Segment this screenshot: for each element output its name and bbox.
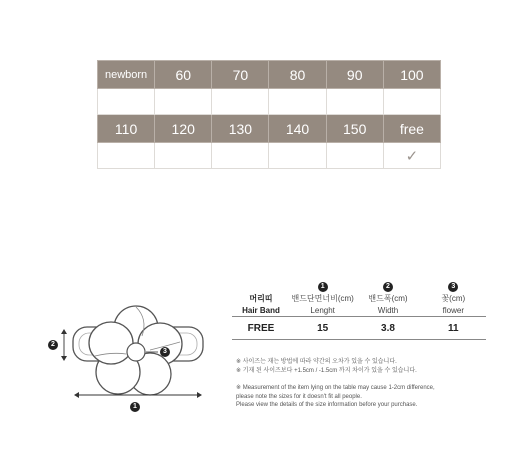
size-cell: newborn bbox=[98, 61, 155, 89]
item-name-english: Hair Band bbox=[232, 304, 290, 317]
mark-cell bbox=[269, 89, 326, 115]
hair-band-drawing bbox=[40, 294, 215, 424]
size-grid bbox=[97, 60, 441, 169]
mark-cell bbox=[155, 143, 212, 169]
size-cell: 140 bbox=[269, 115, 326, 143]
mark-cell bbox=[212, 89, 269, 115]
mark-cell bbox=[326, 89, 383, 115]
row-label: FREE bbox=[232, 317, 290, 340]
item-name-korean: 머리띠 bbox=[249, 294, 273, 303]
size-cell: 130 bbox=[212, 115, 269, 143]
size-cell: 60 bbox=[155, 61, 212, 89]
spec-number-3: 3 bbox=[448, 282, 458, 292]
value-length: 15 bbox=[290, 317, 355, 340]
size-cell: 70 bbox=[212, 61, 269, 89]
note-korean-2: ※ 기재 된 사이즈보다 +1.5cm / -1.5cm 까지 차이가 있을 수 있습니다. bbox=[236, 367, 417, 374]
mark-cell bbox=[212, 143, 269, 169]
value-flower: 11 bbox=[421, 317, 486, 340]
note-english-3: Please view the details of the size information before your purchase. bbox=[236, 402, 418, 408]
size-cell: 110 bbox=[98, 115, 155, 143]
size-cell: 120 bbox=[155, 115, 212, 143]
mark-cell bbox=[269, 143, 326, 169]
size-mark-row-1 bbox=[98, 89, 441, 115]
size-notes bbox=[236, 358, 506, 410]
spec-number-2: 2 bbox=[383, 282, 393, 292]
size-mark-row-2 bbox=[98, 143, 441, 169]
col1-korean: 밴드단면너비(cm) bbox=[291, 294, 354, 303]
size-cell: 80 bbox=[269, 61, 326, 89]
col3-korean: 꽃(cm) bbox=[441, 294, 466, 303]
size-cell: 90 bbox=[326, 61, 383, 89]
marker-flower: 3 bbox=[160, 347, 170, 357]
spec-table bbox=[232, 279, 486, 340]
mark-cell bbox=[155, 89, 212, 115]
marker-height: 2 bbox=[48, 340, 58, 350]
size-cell: 100 bbox=[383, 61, 440, 89]
marker-length: 1 bbox=[130, 402, 140, 412]
mark-cell bbox=[383, 89, 440, 115]
note-english-1: ※ Measurement of the item lying on the table may cause 1-2cm difference, bbox=[236, 385, 435, 391]
hair-band-illustration bbox=[40, 294, 215, 424]
col2-english: Width bbox=[355, 304, 420, 317]
value-width: 3.8 bbox=[355, 317, 420, 340]
size-header-row-2 bbox=[98, 115, 441, 143]
col3-english: flower bbox=[421, 304, 486, 317]
checkmark-icon: ✓ bbox=[383, 143, 440, 169]
size-cell: 150 bbox=[326, 115, 383, 143]
note-korean-1: ※ 사이즈는 재는 방법에 따라 약간의 오차가 있을 수 있습니다. bbox=[236, 359, 397, 365]
spec-number-1: 1 bbox=[318, 282, 328, 292]
mark-cell bbox=[326, 143, 383, 169]
size-header-row-1 bbox=[98, 61, 441, 89]
col2-korean: 밴드폭(cm) bbox=[368, 294, 408, 303]
note-english-2: please note the sizes for it doesn't fit all people. bbox=[236, 393, 362, 400]
mark-cell bbox=[98, 89, 155, 115]
col1-english: Lenght bbox=[290, 304, 355, 317]
mark-cell bbox=[98, 143, 155, 169]
size-cell: free bbox=[383, 115, 440, 143]
